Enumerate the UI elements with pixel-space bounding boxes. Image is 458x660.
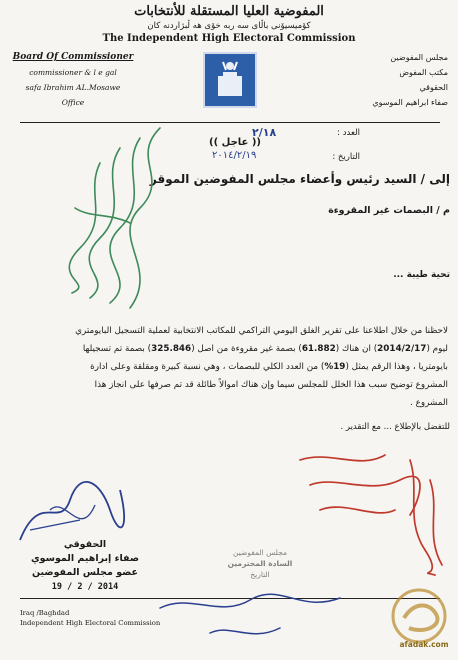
left-office-block	[8, 50, 138, 110]
body-line2	[22, 340, 448, 358]
left-office-line2: commissioner & l e gal	[29, 68, 117, 77]
subject-line: م / البصمات غير المقروءة	[328, 205, 450, 216]
watermark-text: afadak.com	[399, 640, 449, 649]
signature-date: 2014 / 2 / 19	[51, 582, 119, 592]
stamp-line1: مجلس المفوضين	[232, 548, 287, 557]
blue-handwritten-note-icon	[150, 588, 350, 648]
body-text-segment: ) ان هناك (	[335, 344, 378, 354]
recipient-line: إلى / السيد رئيس وأعضاء مجلس المفوضين الموقر	[149, 172, 450, 186]
right-office-line1: مجلس المفوضين	[390, 53, 448, 62]
right-office-block	[330, 50, 448, 110]
body-line5: المشروع .	[409, 398, 448, 408]
unread-prints-count: 61.882	[301, 344, 336, 354]
letterhead-kurdish-title: كۆميسيۆنى باڵاى سه ربه خۆى هه ڵبژاردنه كان	[147, 21, 311, 31]
body-text-segment: بايومتريا ، وهذا الرقم يمثل (	[345, 362, 448, 372]
stamp-line2: السادة المحترمين	[227, 559, 293, 568]
body-text-segment: ) بصمة تم تسجيلها	[82, 344, 152, 354]
ref-number-label: العدد :	[337, 128, 360, 138]
urgent-label: (( عاجل ))	[209, 137, 261, 148]
letterhead-english-title: The Independent High Electoral Commission	[102, 33, 356, 44]
unread-prints-percent: 19%	[324, 362, 346, 372]
signature-name: صفاء إبراهيم الموسوي	[30, 553, 140, 564]
green-handwritten-note-icon	[60, 118, 180, 318]
greeting-line: تحية طيبة ...	[393, 270, 450, 280]
signature-title: الحقوقي	[63, 539, 107, 550]
ref-number-value: ٢/١٨	[252, 126, 277, 139]
left-office-line1: Board Of Commissioner	[12, 52, 134, 62]
footer-line2: Independent High Electoral Commission	[20, 619, 161, 627]
body-line4: المشروع توضيح سبب هذا الخلل للمجلس سيما وإن هناك اموالاً طائلة قد تم صرفها على انجاز هذا	[94, 380, 448, 390]
stamp-line3: التاريخ	[250, 570, 270, 579]
letterhead-arabic-title: المفوضية العليا المستقلة للأنتخابات	[134, 4, 324, 19]
total-prints-count: 325.846	[151, 344, 192, 354]
left-office-line3: safa Ibrahim AL.Mosawe	[25, 83, 121, 92]
ref-date-value: ٢٠١٤/٢/١٩	[212, 150, 257, 161]
letter-body	[22, 322, 448, 412]
body-line1: لاحظنا من خلال اطلاعنا على تقرير الغلق اليومي التراكمي للمكاتب الانتخابية لعملية التسجيل البايومتري	[75, 326, 448, 336]
left-office-line4: Office	[61, 98, 85, 107]
body-text-segment: ) من العدد الكلي للبصمات ، وهي نسبة كبيرة ومقلقة وعلى ادارة	[90, 362, 325, 372]
closing-line: للتفضل بالإطلاع ... مع التقدير .	[340, 422, 450, 432]
body-text-segment: ) بصمة غير مقروءة من اصل (	[191, 344, 302, 354]
ref-date-label: التاريخ :	[332, 152, 360, 162]
right-office-line3: الحقوقي	[419, 83, 448, 92]
commission-logo-icon	[203, 52, 257, 108]
body-line3	[22, 358, 448, 376]
right-office-line4: صفاء ابراهيم الموسوي	[372, 98, 448, 107]
signature-position: عضو مجلس المفوضين	[31, 567, 139, 578]
handwritten-signature-icon	[10, 470, 140, 550]
body-text-segment: ليوم (	[426, 344, 448, 354]
body-date-value: 2014/2/17	[377, 344, 427, 354]
red-handwritten-note-icon	[290, 440, 450, 580]
footer-line1: Iraq /Baghdad	[20, 609, 70, 617]
right-office-line2: مكتب المفوض	[399, 68, 448, 77]
